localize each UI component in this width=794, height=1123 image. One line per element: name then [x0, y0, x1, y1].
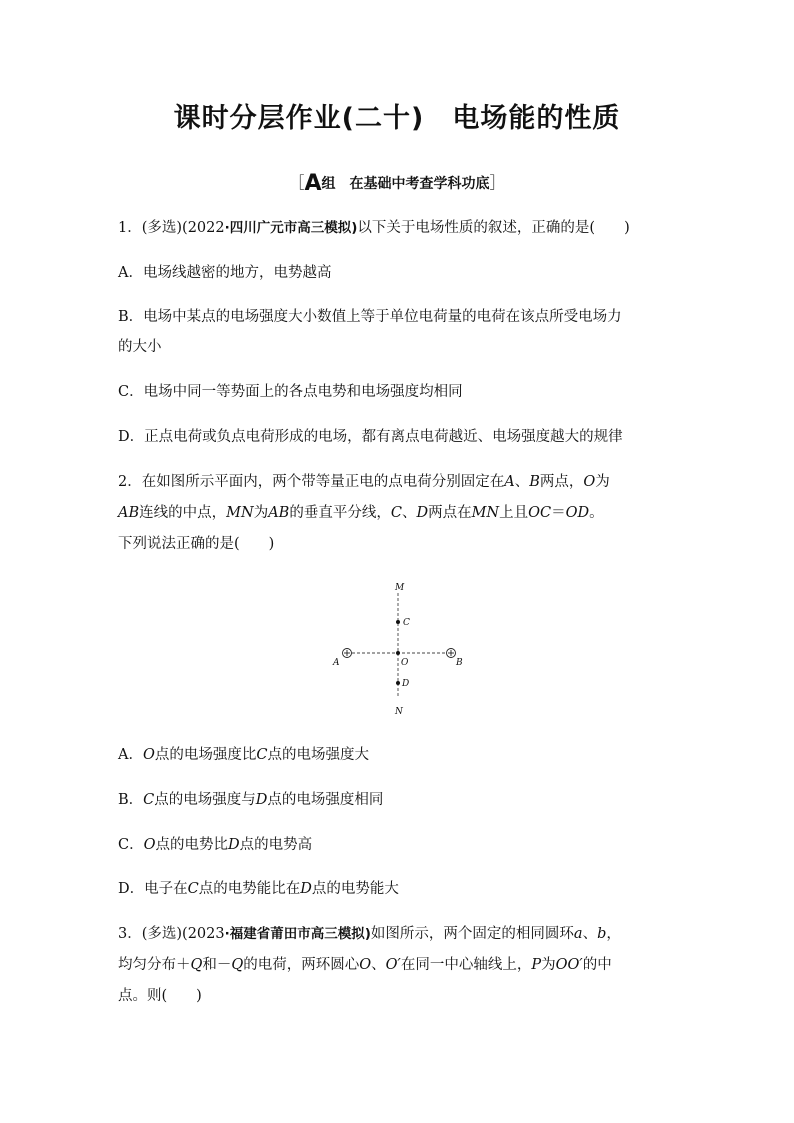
label-m: M [395, 583, 405, 593]
q1-option-d: D．正点电荷或负点电荷形成的电场，都有离点电荷越近、电场强度越大的规律 [118, 429, 623, 445]
q2-option-c: C．O点的电势比D点的电势高 [118, 837, 313, 853]
charge-a-icon [343, 649, 352, 658]
q1-stem: 1．(多选)(2022·四川广元市高三模拟)以下关于电场性质的叙述，正确的是( ) [118, 220, 630, 236]
group-letter: A [304, 171, 322, 196]
label-a: A [333, 658, 340, 668]
q1-source: ·四川广元市高三模拟) [224, 220, 358, 236]
label-d: D [402, 679, 410, 689]
group-bracket-close: ］ [489, 173, 506, 192]
charges-diagram [325, 578, 470, 718]
q2-stem-line1: 2．在如图所示平面内，两个带等量正电的点电荷分别固定在A、B两点，O为 [118, 474, 610, 490]
point-c [396, 620, 400, 624]
q2-option-d: D．电子在C点的电势能比在D点的电势能大 [118, 881, 399, 897]
label-n: N [395, 707, 403, 717]
q1-option-b-line2: 的大小 [118, 339, 162, 355]
label-o: O [401, 658, 409, 668]
q1-option-a: A．电场线越密的地方，电势越高 [118, 265, 332, 281]
q3-stem-line2: 均匀分布＋Q和－Q的电荷，两环圆心O、O′在同一中心轴线上，P为OO′的中 [118, 957, 612, 973]
q3-stem-line1: 3．(多选)(2023·福建省莆田市高三模拟)如图所示，两个固定的相同圆环a、b， [118, 926, 621, 942]
group-header [0, 170, 794, 196]
q2-stem-line3: 下列说法正确的是( ) [118, 536, 275, 552]
point-o [396, 651, 400, 655]
group-label: 组 在基础中考查学科功底 [321, 176, 490, 192]
q1-option-b-line1: B．电场中某点的电场强度大小数值上等于单位电荷量的电荷在该点所受电场力 [118, 309, 622, 325]
charge-b-icon [447, 649, 456, 658]
q1-option-c: C．电场中同一等势面上的各点电势和电场强度均相同 [118, 384, 463, 400]
page-title: 课时分层作业(二十) 电场能的性质 [173, 103, 621, 134]
q2-stem-line2: AB连线的中点，MN为AB的垂直平分线，C、D两点在MN上且OC＝OD。 [118, 505, 604, 521]
q2-option-b: B．C点的电场强度与D点的电场强度相同 [118, 792, 384, 808]
q3-source: ·福建省莆田市高三模拟) [224, 926, 371, 942]
q2-option-a: A．O点的电场强度比C点的电场强度大 [118, 747, 369, 763]
point-d [396, 681, 400, 685]
group-bracket-open: ［ [288, 173, 305, 192]
q3-stem-line3: 点。则( ) [118, 988, 202, 1004]
label-b: B [456, 658, 463, 668]
label-c: C [403, 618, 410, 628]
